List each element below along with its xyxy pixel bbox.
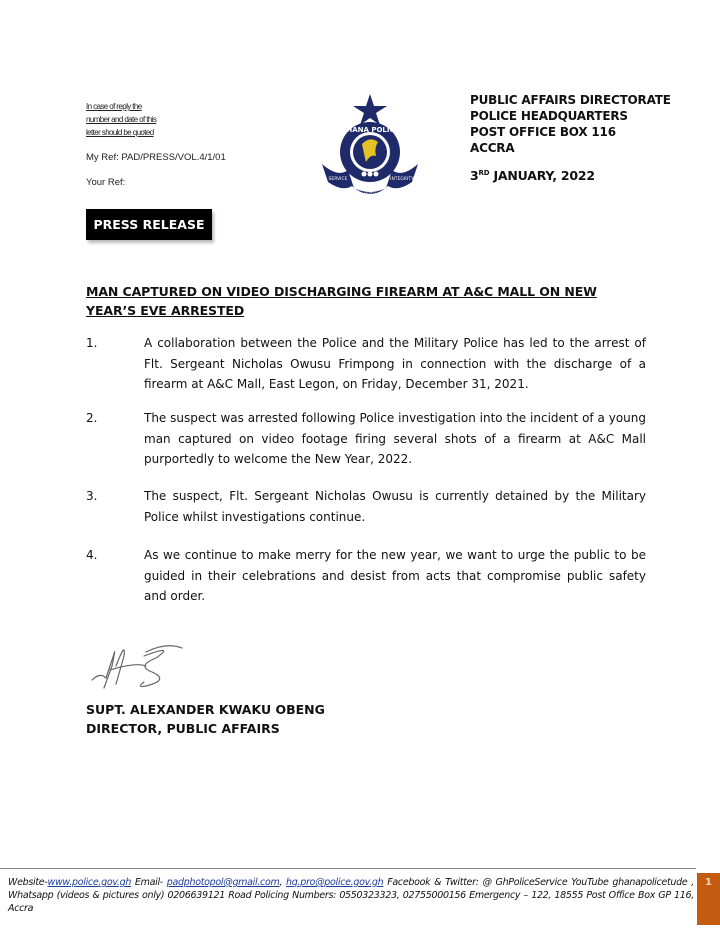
signatory-name: SUPT. ALEXANDER KWAKU OBENG	[86, 702, 325, 717]
paragraph-number: 2.	[86, 411, 98, 425]
signature-icon	[86, 636, 196, 692]
paragraph-text: As we continue to make merry for the new year, we want to urge the public to be guided in their celebrations and desist from acts that compromise public safety and order.	[144, 548, 646, 603]
emblem-ring-text: GHANA POLICE	[340, 126, 400, 134]
footer-contact-text: Facebook & Twitter: @ GhPoliceService YouTube ghanapolicetude , Whatsapp (videos & pictures only) 0206639121 Road Policing Numbers: 0550323323, 02755000156 Emergency – 122, 18555 Post Office Box GP 116, Accra	[8, 877, 694, 914]
paragraph-number: 1.	[86, 336, 98, 350]
paragraph-text: A collaboration between the Police and the Military Police has led to the arrest of Flt. Sergeant Nicholas Owusu Frimpong in connection with the discharge of a firearm at A&C Mall, East Legon, on Friday, December 31, 2021.	[144, 336, 646, 391]
date-suffix: RD	[478, 168, 490, 177]
email-separator: ,	[279, 877, 287, 888]
website-label: Website-	[8, 877, 48, 888]
paragraph	[86, 408, 646, 470]
signature	[86, 636, 196, 692]
reply-note	[86, 100, 156, 139]
signatory-title: DIRECTOR, PUBLIC AFFAIRS	[86, 721, 280, 736]
date-day: 3	[470, 168, 479, 183]
footer-contact	[8, 876, 694, 915]
email-link-1[interactable]: padphotopol@gmail.com	[166, 877, 280, 888]
address-line: POLICE HEADQUARTERS	[470, 109, 628, 123]
your-ref: Your Ref:	[86, 177, 126, 188]
paragraph-number: 4.	[86, 548, 98, 562]
paragraph	[86, 486, 646, 527]
footer-divider	[0, 868, 696, 869]
signatory-block	[86, 700, 325, 738]
paragraph	[86, 333, 646, 395]
emblem-ribbon-center: WITH	[364, 193, 376, 198]
paragraph	[86, 545, 646, 607]
address-line: ACCRA	[470, 141, 515, 155]
paragraph-number: 3.	[86, 489, 98, 503]
emblem-ribbon-left: SERVICE	[328, 177, 348, 182]
press-release-label: PRESS RELEASE	[86, 209, 212, 240]
my-ref: My Ref: PAD/PRESS/VOL.4/1/01	[86, 152, 226, 163]
email-label: Email-	[131, 877, 167, 888]
paragraph-text: The suspect was arrested following Police investigation into the incident of a young man captured on video footage firing several shots of a firearm at A&C Mall purportedly to welcome the New Year, 2022.	[144, 411, 646, 466]
paragraph-text: The suspect, Flt. Sergeant Nicholas Owusu is currently detained by the Military Police whilst investigations continue.	[144, 489, 646, 524]
headline: MAN CAPTURED ON VIDEO DISCHARGING FIREARM AT A&C MALL ON NEW YEAR’S EVE ARRESTED	[86, 284, 597, 318]
reply-note-line: number and date of this	[86, 115, 157, 124]
page-number: 1	[697, 873, 720, 925]
emblem-ribbon-right: INTEGRITY	[390, 177, 414, 182]
reply-note-line: In case of reply the	[86, 102, 142, 111]
ghana-police-emblem	[318, 92, 422, 210]
address-line: PUBLIC AFFAIRS DIRECTORATE	[470, 93, 671, 107]
website-link[interactable]: www.police.gov.gh	[47, 877, 132, 888]
police-badge-icon	[318, 92, 422, 210]
address-block	[470, 92, 671, 156]
date-rest: JANUARY, 2022	[489, 168, 595, 183]
reply-note-line: letter should be quoted	[86, 128, 154, 137]
letter-date	[470, 168, 595, 183]
email-link-2[interactable]: hq.pro@police.gov.gh	[286, 877, 384, 888]
address-line: POST OFFICE BOX 116	[470, 125, 616, 139]
